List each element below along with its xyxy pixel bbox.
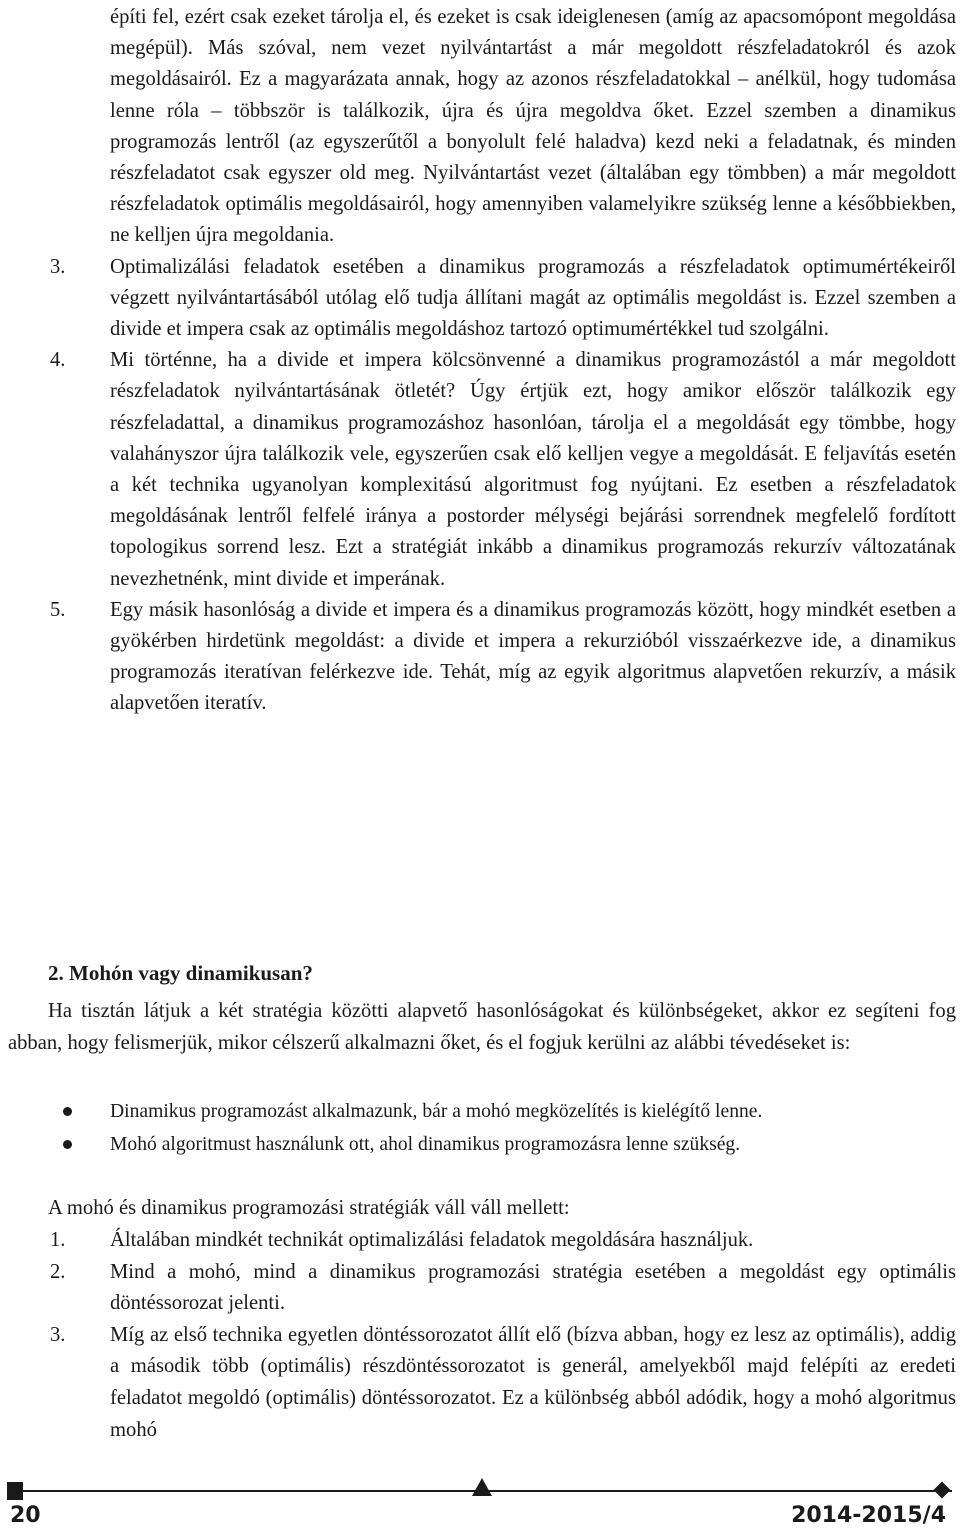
- list-item: [0, 252, 960, 346]
- list-item: [0, 595, 960, 720]
- bullet-text: Mohó algoritmust használunk ott, ahol dinamikus programozásra lenne szükség.: [110, 1134, 741, 1155]
- list-item-number: 5.: [50, 598, 66, 621]
- list-item-text: Míg az első technika egyetlen döntéssorozatot állít elő (bízva abban, hogy ez lesz az optimális), addig a második több (optimális) részdöntéssorozatot is generál, amelyekből majd felépíti az eredeti feladatot megoldó (optimális) döntéssorozatot. Ez a különbség abból adódik, hogy a mohó algoritmus mohó: [110, 1323, 956, 1441]
- bullet-item: [0, 1095, 960, 1128]
- bullet-item: [0, 1128, 960, 1161]
- bullet-icon: [63, 1140, 72, 1149]
- list-item: [0, 1257, 960, 1320]
- bullet-icon: [63, 1107, 72, 1116]
- numbered-list-top: [0, 2, 960, 720]
- list-item: [0, 2, 960, 252]
- list-item-number: 3.: [50, 255, 66, 278]
- list-item-number: 3.: [50, 1323, 66, 1346]
- bullet-list: [0, 1095, 960, 1161]
- list-item-number: 2.: [50, 1260, 66, 1283]
- section-heading: 2. Mohón vagy dinamikusan?: [48, 961, 313, 985]
- list-item: [0, 1225, 960, 1257]
- footer-diamond-icon: [934, 1482, 951, 1499]
- list-item: [0, 345, 960, 595]
- list-item-number: 1.: [50, 1229, 66, 1251]
- list-item-text: Mind a mohó, mind a dinamikus programozási stratégia esetében a megoldást egy optimális döntéssorozat jelenti.: [110, 1260, 956, 1315]
- list-item-text: Optimalizálási feladatok esetében a dinamikus programozás a részfeladatok optimumértékeiről végzett nyilvántartásából utólag elő tudja állítani magát az optimális megoldást is. Ezzel szemben a divide et impera csak az optimális megoldáshoz tartozó optimumértékkel tud szolgálni.: [110, 255, 956, 341]
- list-item: [0, 1320, 960, 1446]
- section-paragraph: Ha tisztán látjuk a két stratégia közötti alapvető hasonlóságokat és különbségeket, akkor ez segíteni fog abban, hogy felismerjük, mikor célszerű alkalmazni őket, és el fogjuk kerülni az alábbi tévedéseket is:: [8, 1000, 956, 1054]
- footer-triangle-icon: [472, 1478, 492, 1496]
- list-item-text: építi fel, ezért csak ezeket tárolja el, és ezeket is csak ideiglenesen (amíg az apacsomópont megoldása megépül). Más szóval, nem vezet nyilvántartást a már megoldott részfeladatokról és azok megoldásairól. Ez a magyarázata annak, hogy az azonos részfeladatokkal – anélkül, hogy tudomása lenne róla – többször is találkozik, újra és újra megoldva őket. Ezzel szemben a dinamikus programozás lentről (az egyszerűtől a bonyolult felé haladva) kezd neki a feladatnak, és minden részfeladatot csak egyszer old meg. Nyilvántartást vezet (általában egy tömbben) a már megoldott részfeladatok optimális megoldásairól, hogy amennyiben valamelyikre szükség lenne a későbbiekben, ne kelljen újra megoldania.: [110, 6, 956, 247]
- numbered-list-bottom: [0, 1225, 960, 1446]
- list-item-text: Általában mindkét technikát optimalizálási feladatok megoldására használjuk.: [110, 1229, 754, 1251]
- issue-year: 2014-2015/4: [791, 1503, 946, 1528]
- list-item-text: Mi történne, ha a divide et impera kölcsönvenné a dinamikus programozástól a már megoldott részfeladatok nyilvántartásának ötletét? Úgy értjük ezt, hogy amikor először találkozik egy részfeladattal, a dinamikus programozáshoz hasonlóan, tárolja el a megoldását egy tömbbe, hogy valahányszor újra találkozik vele, egyszerűen csak elő kelljen vegye a megoldását. E feljavítás esetén a két technika ugyanolyan komplexitású algoritmust fog nyújtani. Ez esetben a részfeladatok megoldásának lentről felfelé iránya a postorder mélységi bejárási sorrendnek megfelelő fordított topologikus sorrend lesz. Ezt a stratégiát inkább a dinamikus programozás rekurzív változatának nevezhetnénk, mint divide et imperának.: [110, 349, 956, 590]
- list-intro: A mohó és dinamikus programozási stratégiák váll váll mellett:: [48, 1197, 570, 1219]
- bullet-text: Dinamikus programozást alkalmazunk, bár a mohó megközelítés is kielégítő lenne.: [110, 1101, 763, 1122]
- list-item-text: Egy másik hasonlóság a divide et impera és a dinamikus programozás között, hogy mindkét esetben a gyökérben hirdetünk megoldást: a divide et impera a rekurzióból visszaérkezve ide, a dinamikus programozás iteratívan felérkezve ide. Tehát, míg az egyik algoritmus alapvetően rekurzív, a másik alapvetően iteratív.: [110, 598, 956, 715]
- page-number: 20: [10, 1503, 41, 1528]
- list-item-number: 4.: [50, 349, 66, 372]
